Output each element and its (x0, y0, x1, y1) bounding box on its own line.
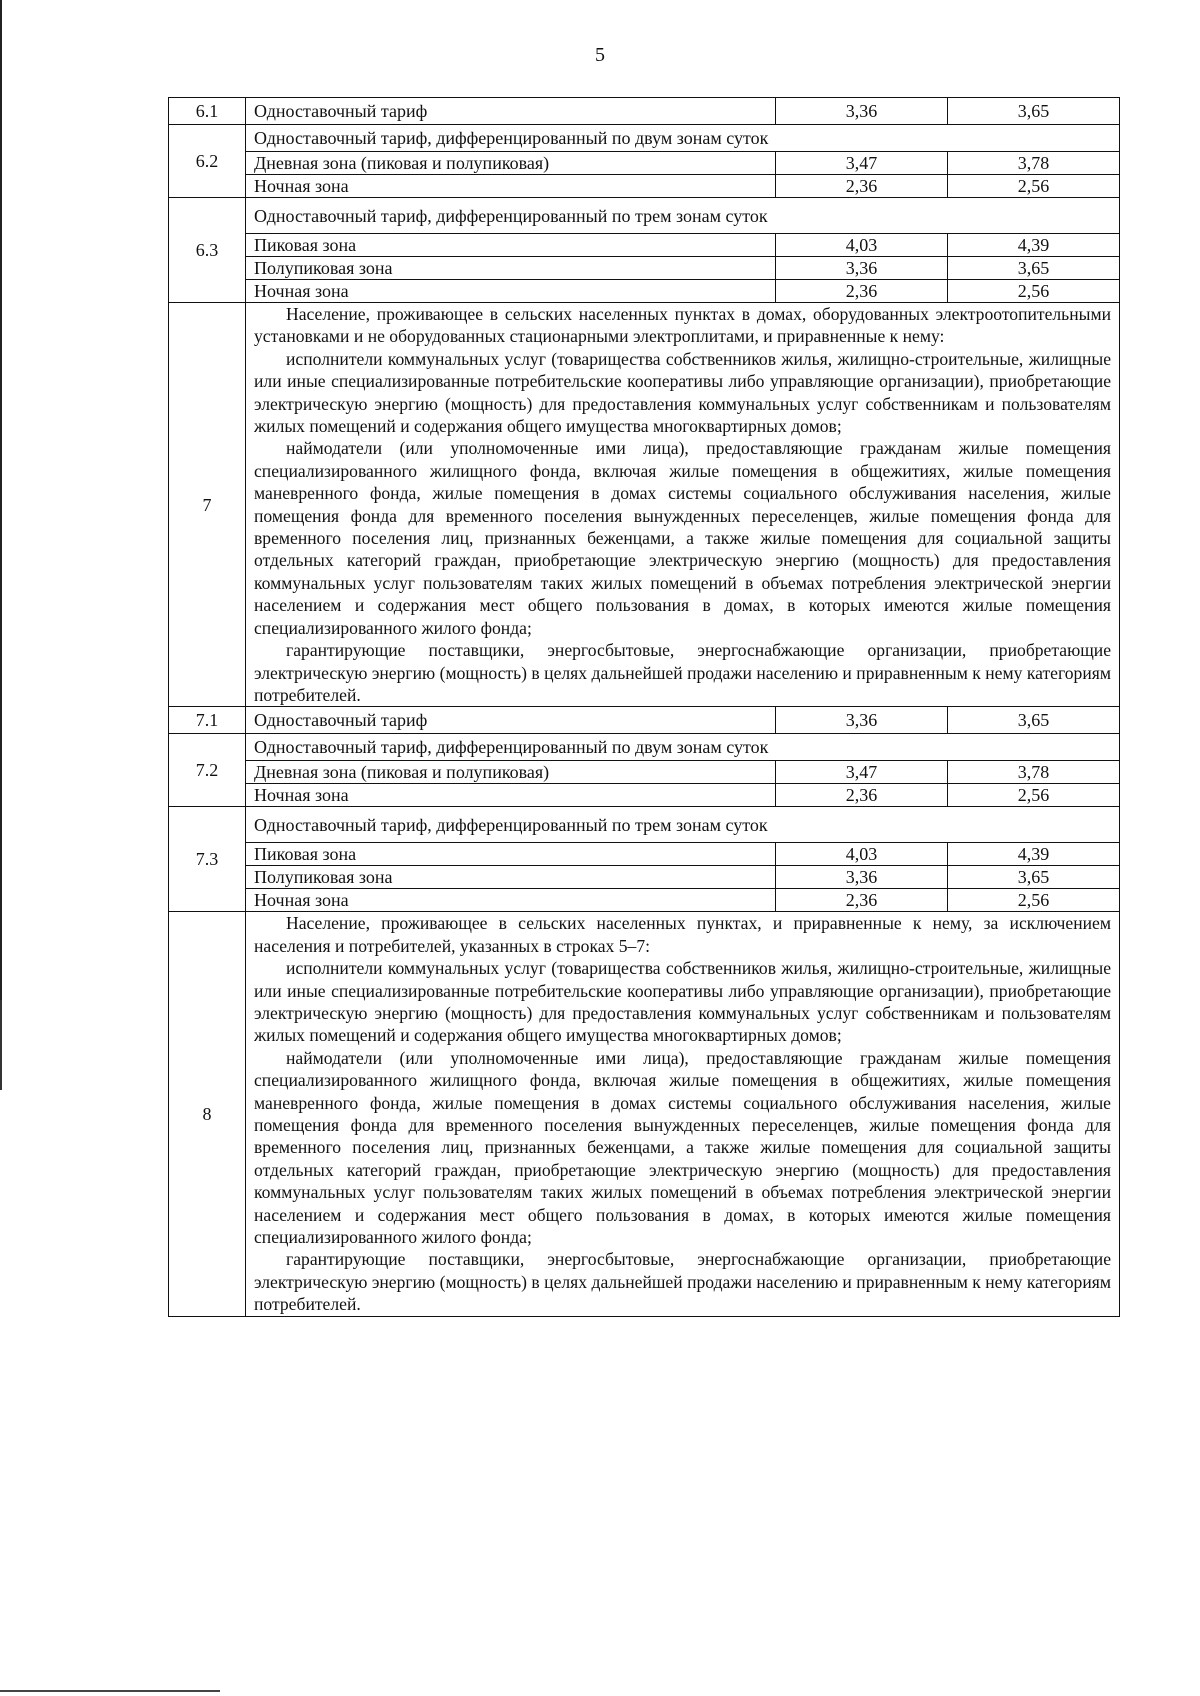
table-row (169, 843, 1120, 866)
description-paragraph: Население, проживающее в сельских населенных пунктах, и приравненные к нему, за исключением населения и потребителей, указанных в строках 5–7: (254, 913, 1111, 956)
table-row (169, 175, 1120, 198)
table-row (169, 198, 1120, 234)
row-number: 7.1 (169, 707, 246, 734)
row-label: Полупиковая зона (246, 866, 776, 889)
row-number: 7.2 (169, 734, 246, 807)
row-label: Дневная зона (пиковая и полупиковая) (246, 152, 776, 175)
table-row (169, 125, 1120, 152)
value-cell: 3,47 (776, 152, 948, 175)
section-heading: Одноставочный тариф, дифференцированный по двум зонам суток (246, 734, 1120, 761)
row-label: Пиковая зона (246, 234, 776, 257)
value-cell: 3,78 (948, 761, 1120, 784)
value-cell: 4,03 (776, 843, 948, 866)
table-row (169, 761, 1120, 784)
section-heading: Одноставочный тариф, дифференцированный по двум зонам суток (246, 125, 1120, 152)
value-cell: 3,36 (776, 866, 948, 889)
description-paragraph: наймодатели (или уполномоченные ими лица), предоставляющие гражданам жилые помещения специализированного жилищного фонда, включая жилые помещения в общежитиях, жилые помещения маневренного фонда, жилые помещения в домах системы социального обслуживания населения, жилые помещения фонда для временного поселения вынужденных переселенцев, жилые помещения фонда для временного поселения лиц, признанных беженцами, а также жилые помещения для социальной защиты отдельных категорий граждан, приобретающие электрическую энергию (мощность) для предоставления коммунальных услуг пользователям таких жилых помещений в объемах потребления электрической энергии населением и содержания мест общего пользования в домах, в которых имеются жилые помещения специализированного жилого фонда; (254, 438, 1111, 638)
value-cell: 2,56 (948, 280, 1120, 303)
table-row (169, 303, 1120, 707)
description-paragraph: гарантирующие поставщики, энергосбытовые, энергоснабжающие организации, приобретающие электрическую энергию (мощность) в целях дальнейшей продажи населению и приравненным к нему категориям потребителей. (254, 1249, 1111, 1315)
table-row (169, 280, 1120, 303)
page-number: 5 (595, 44, 605, 66)
section-heading: Одноставочный тариф, дифференцированный по трем зонам суток (246, 807, 1120, 843)
value-cell: 2,56 (948, 889, 1120, 912)
table-row (169, 734, 1120, 761)
table-row (169, 98, 1120, 125)
table-row (169, 234, 1120, 257)
row-label: Ночная зона (246, 889, 776, 912)
value-cell: 3,65 (948, 707, 1120, 734)
value-cell: 3,36 (776, 707, 948, 734)
row-label: Полупиковая зона (246, 257, 776, 280)
description-paragraph: Население, проживающее в сельских населенных пунктах в домах, оборудованных электроотопительными установками и не оборудованных стационарными электроплитами, и приравненные к нему: (254, 304, 1111, 347)
scan-edge-line (0, 1000, 2, 1090)
value-cell: 3,65 (948, 257, 1120, 280)
consumer-description (246, 303, 1120, 707)
table-row (169, 866, 1120, 889)
value-cell: 4,39 (948, 234, 1120, 257)
row-label: Пиковая зона (246, 843, 776, 866)
value-cell: 2,36 (776, 280, 948, 303)
row-label: Дневная зона (пиковая и полупиковая) (246, 761, 776, 784)
row-label: Ночная зона (246, 784, 776, 807)
description-paragraph: исполнители коммунальных услуг (товарищества собственников жилья, жилищно-строительные, жилищные или иные специализированные потребительские кооперативы либо управляющие организации), приобретающие электрическую энергию (мощность) для предоставления коммунальных услуг собственникам и пользователям жилых помещений и содержания общего имущества многоквартирных домов; (254, 958, 1111, 1046)
value-cell: 2,36 (776, 784, 948, 807)
row-label: Одноставочный тариф (246, 98, 776, 125)
description-paragraph: гарантирующие поставщики, энергосбытовые, энергоснабжающие организации, приобретающие электрическую энергию (мощность) в целях дальнейшей продажи населению и приравненным к нему категориям потребителей. (254, 640, 1111, 705)
value-cell: 2,56 (948, 175, 1120, 198)
row-label: Одноставочный тариф (246, 707, 776, 734)
scan-edge-line (0, 0, 2, 1050)
value-cell: 3,78 (948, 152, 1120, 175)
value-cell: 4,39 (948, 843, 1120, 866)
row-number: 7.3 (169, 807, 246, 912)
value-cell: 3,36 (776, 98, 948, 125)
table-row (169, 152, 1120, 175)
row-label: Ночная зона (246, 175, 776, 198)
row-label: Ночная зона (246, 280, 776, 303)
value-cell: 3,65 (948, 98, 1120, 125)
consumer-description (246, 912, 1120, 1316)
description-paragraph: наймодатели (или уполномоченные ими лица), предоставляющие гражданам жилые помещения специализированного жилищного фонда, включая жилые помещения в общежитиях, жилые помещения маневренного фонда, жилые помещения в домах системы социального обслуживания населения, жилые помещения фонда для временного поселения вынужденных переселенцев, жилые помещения фонда для временного поселения лиц, признанных беженцами, а также жилые помещения для социальной защиты отдельных категорий граждан, приобретающие электрическую энергию (мощность) для предоставления коммунальных услуг пользователям таких жилых помещений в объемах потребления электрической энергии населением и содержания мест общего пользования в домах, в которых имеются жилые помещения специализированного жилого фонда; (254, 1047, 1111, 1247)
value-cell: 2,56 (948, 784, 1120, 807)
table-row (169, 889, 1120, 912)
description-paragraph: исполнители коммунальных услуг (товарищества собственников жилья, жилищно-строительные, жилищные или иные специализированные потребительские кооперативы либо управляющие организации), приобретающие электрическую энергию (мощность) для предоставления коммунальных услуг собственникам и пользователям жилых помещений и содержания общего имущества многоквартирных домов; (254, 348, 1111, 437)
tariff-table (168, 97, 1120, 1317)
row-number: 7 (169, 303, 246, 707)
value-cell: 3,65 (948, 866, 1120, 889)
scan-footer-line (0, 1690, 220, 1692)
value-cell: 3,47 (776, 761, 948, 784)
value-cell: 2,36 (776, 889, 948, 912)
row-number: 6.2 (169, 125, 246, 198)
value-cell: 2,36 (776, 175, 948, 198)
row-number: 6.1 (169, 98, 246, 125)
row-number: 8 (169, 912, 246, 1316)
value-cell: 4,03 (776, 234, 948, 257)
section-heading: Одноставочный тариф, дифференцированный по трем зонам суток (246, 198, 1120, 234)
table-row (169, 257, 1120, 280)
table-row (169, 784, 1120, 807)
value-cell: 3,36 (776, 257, 948, 280)
table-row (169, 912, 1120, 1316)
table-row (169, 707, 1120, 734)
table-row (169, 807, 1120, 843)
row-number: 6.3 (169, 198, 246, 303)
